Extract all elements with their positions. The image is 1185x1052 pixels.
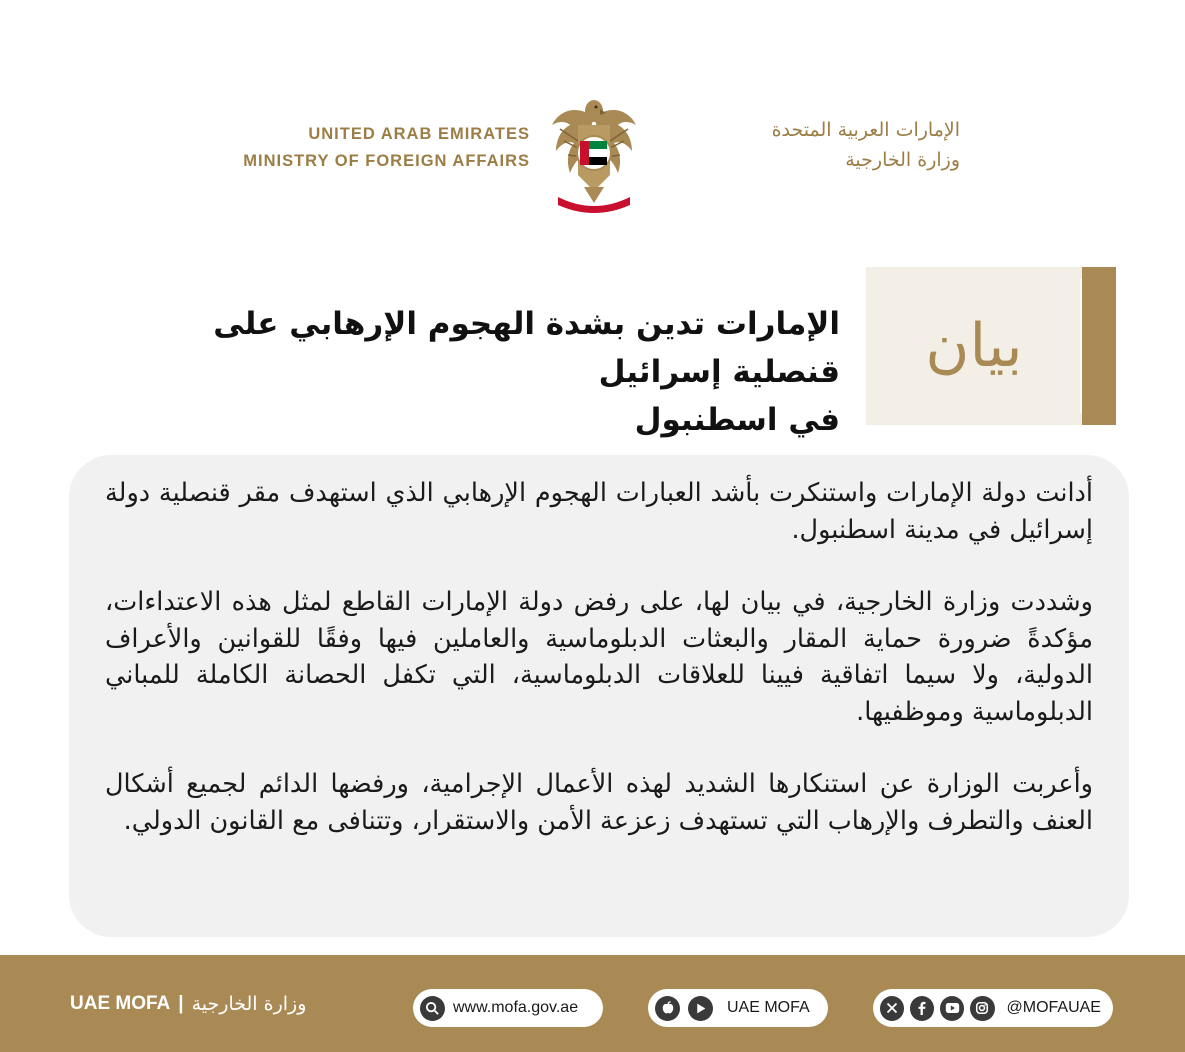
footer-brand	[70, 992, 306, 1016]
website-link[interactable]	[413, 989, 603, 1027]
apple-icon[interactable]	[655, 996, 680, 1021]
google-play-icon[interactable]	[688, 996, 713, 1021]
country-name-en: UNITED ARAB EMIRATES	[308, 125, 530, 143]
body-paragraph: أدانت دولة الإمارات واستنكرت بأشد العبارات الهجوم الإرهابي الذي استهدف مقر قنصلية دولة إسرائيل في مدينة اسطنبول.	[105, 478, 1093, 545]
ministry-name-english	[243, 121, 530, 175]
facebook-icon[interactable]	[910, 996, 934, 1021]
app-store-links[interactable]	[648, 989, 828, 1027]
statement-badge	[866, 267, 1116, 425]
social-media-links[interactable]	[873, 989, 1113, 1027]
footer-brand-en: UAE MOFA	[70, 993, 171, 1014]
page-title	[100, 300, 840, 444]
body-paragraph: وشددت وزارة الخارجية، في بيان لها، على رفض دولة الإمارات القاطع لمثل هذه الاعتداءات، مؤكدةً ضرورة حماية المقار والبعثات الدبلوماسية والعاملين فيها وفقًا للقوانين والأعراف الدولية، ولا سيما اتفاقية فيينا للعلاقات الدبلوماسية، التي تكفل الحصانة الكاملة للمباني الدبلوماسية وموظفيها.	[105, 587, 1093, 727]
apps-label: UAE MOFA	[727, 999, 810, 1016]
title-line-2: في اسطنبول	[634, 402, 840, 438]
instagram-icon[interactable]	[970, 996, 994, 1021]
x-twitter-icon[interactable]	[880, 996, 904, 1021]
website-url: www.mofa.gov.ae	[453, 999, 579, 1016]
social-handle: @MOFAUAE	[1006, 999, 1101, 1016]
body-paragraph: وأعربت الوزارة عن استنكارها الشديد لهذه الأعمال الإجرامية، ورفضها الدائم لجميع أشكال العنف والتطرف والإرهاب التي تستهدف زعزعة الأمن والاستقرار، وتتنافى مع القانون الدولي.	[105, 769, 1093, 836]
ministry-name-ar: وزارة الخارجية	[845, 149, 960, 171]
header	[0, 95, 1185, 225]
ministry-name-arabic	[660, 115, 960, 175]
statement-body-card	[69, 455, 1129, 937]
badge-accent-bar	[1082, 267, 1116, 425]
footer-brand-ar: وزارة الخارجية	[191, 993, 307, 1015]
search-icon	[420, 996, 445, 1021]
ministry-name-en: MINISTRY OF FOREIGN AFFAIRS	[243, 152, 530, 170]
uae-falcon-emblem-icon	[548, 95, 640, 215]
youtube-icon[interactable]	[940, 996, 964, 1021]
statement-badge-label: بيان	[925, 311, 1023, 381]
footer-brand-separator: |	[178, 993, 184, 1014]
title-line-1: الإمارات تدين بشدة الهجوم الإرهابي على قنصلية إسرائيل	[213, 306, 840, 390]
country-name-ar: الإمارات العربية المتحدة	[771, 119, 960, 141]
footer	[0, 955, 1185, 1052]
